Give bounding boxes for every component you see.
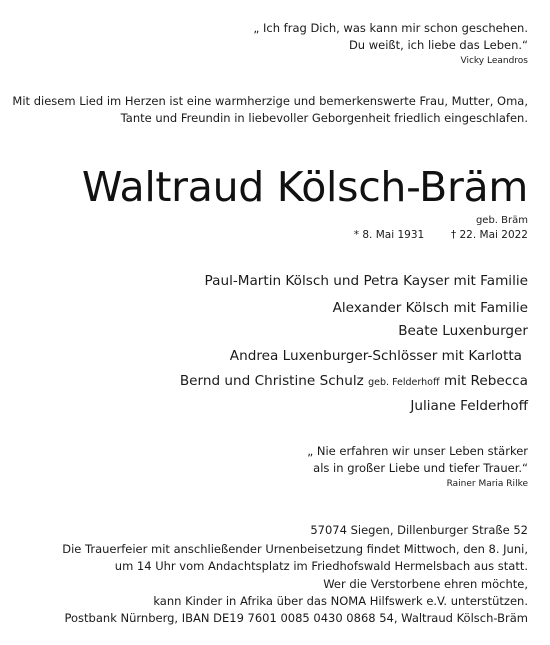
mourner-5-with: mit Rebecca (439, 373, 528, 389)
mourner-5-names: Bernd und Christine Schulz (179, 373, 369, 389)
opening-quote-author: Vicky Leandros (460, 56, 528, 66)
life-dates (354, 227, 528, 243)
donation-line-1: Wer die Verstorbene ehren möchte, (323, 577, 528, 591)
birth-date: * 8. Mai 1931 (353, 229, 425, 241)
intro-line-1: Mit diesem Lied im Herzen ist eine warmherzige und bemerkenswerte Frau, Mutter, Oma, (12, 94, 528, 108)
mourner-5 (180, 370, 528, 395)
ceremony-line-2: um 14 Uhr vom Andachtsplatz im Friedhofswald Hermelsbach aus statt. (114, 559, 528, 573)
birth-name: geb. Bräm (475, 215, 528, 226)
mourner-5-maiden-name: geb. Felderhoff (368, 377, 440, 388)
mourner-2: Alexander Kölsch mit Familie (332, 300, 528, 316)
mourner-4: Andrea Luxenburger-Schlösser mit Karlotta (229, 348, 522, 364)
ceremony-line-1: Die Trauerfeier mit anschließender Urnenbeisetzung findet Mittwoch, den 8. Juni, (62, 542, 528, 556)
deceased-name: Waltraud Kölsch-Bräm (81, 163, 528, 211)
closing-quote-line-2: als in großer Liebe und tiefer Trauer.“ (313, 461, 528, 475)
address: 57074 Siegen, Dillenburger Straße 52 (310, 523, 528, 537)
opening-quote-line-1: „ Ich frag Dich, was kann mir schon geschehen. (253, 21, 528, 35)
closing-quote-author: Rainer Maria Rilke (446, 479, 528, 489)
donation-line-2: kann Kinder in Afrika über das NOMA Hilfswerk e.V. unterstützen. (153, 594, 528, 608)
death-date: † 22. Mai 2022 (450, 229, 528, 241)
mourner-6: Juliane Felderhoff (410, 398, 528, 414)
donation-line-3: Postbank Nürnberg, IBAN DE19 7601 0085 0430 0868 54, Waltraud Kölsch-Bräm (64, 611, 528, 625)
intro-line-2: Tante und Freundin in liebevoller Geborgenheit friedlich eingeschlafen. (120, 111, 528, 125)
closing-quote-line-1: „ Nie erfahren wir unser Leben stärker (307, 444, 528, 458)
opening-quote-line-2: Du weißt, ich liebe das Leben.“ (348, 38, 528, 52)
mourner-1: Paul-Martin Kölsch und Petra Kayser mit Familie (204, 273, 528, 289)
mourner-3: Beate Luxenburger (398, 323, 528, 339)
